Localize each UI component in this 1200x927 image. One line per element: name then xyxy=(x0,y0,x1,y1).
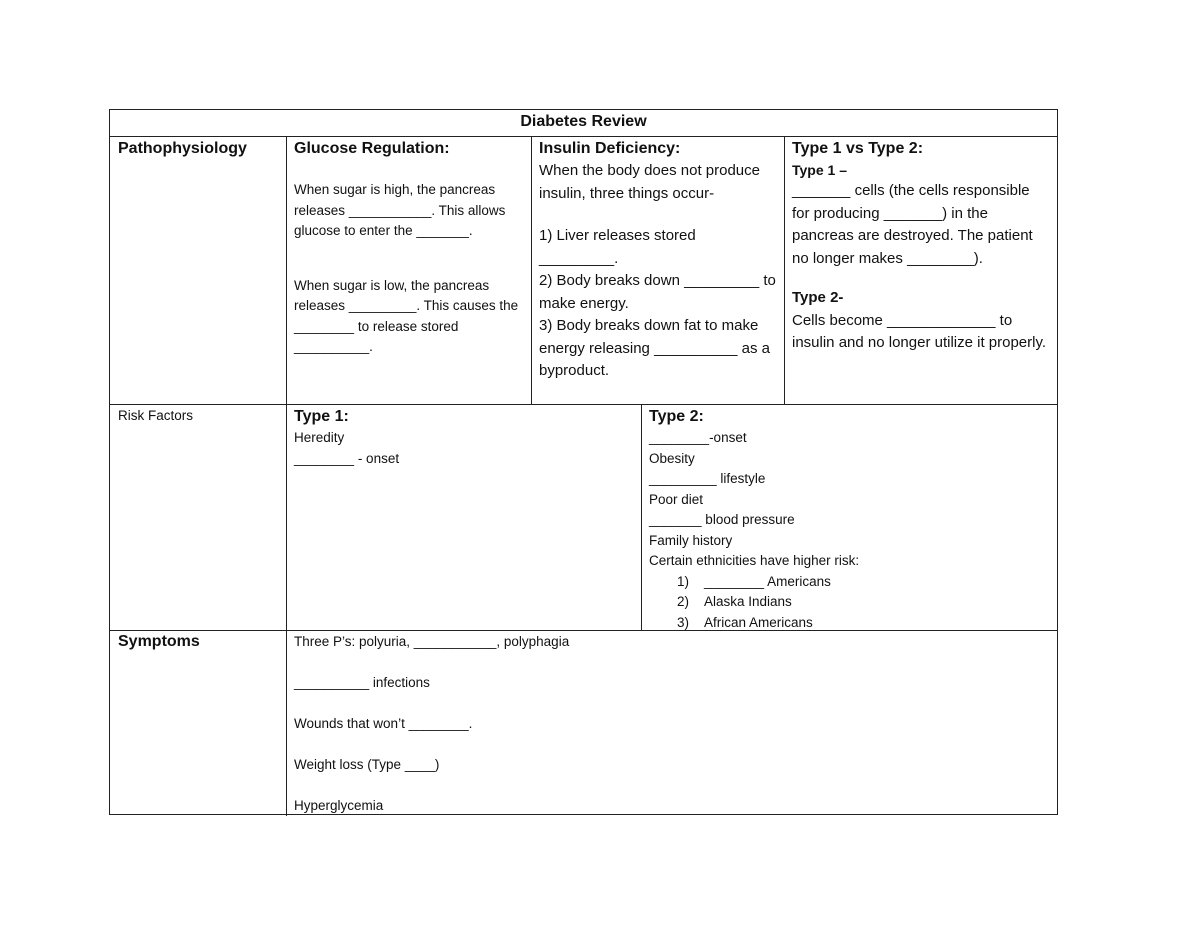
risk-type2-item: Certain ethnicities have higher risk: xyxy=(649,553,860,568)
insulin-item-1: 1) Liver releases stored _________. xyxy=(539,227,696,267)
risk-type1-heading: Type 1: xyxy=(294,408,349,425)
insulin-heading: Insulin Deficiency: xyxy=(539,140,681,157)
row-label-symptoms: Symptoms xyxy=(118,633,200,650)
diabetes-review-table xyxy=(109,109,1058,815)
risk-type2-item: Obesity xyxy=(649,450,695,466)
type1-label: Type 1 – xyxy=(792,162,847,178)
ethnicity-item xyxy=(649,592,1050,613)
glucose-low-text: When sugar is low, the pancreas releases _________. This causes the ________ to release stored __________. xyxy=(294,277,519,354)
type1-text: _______ cells (the cells responsible for producing _______) in the pancreas are destroyed. The patient no longer makes ________). xyxy=(792,182,1033,267)
symptom-item: Weight loss (Type ____) xyxy=(294,757,440,772)
insulin-item-3: 3) Body breaks down fat to make energy releasing __________ as a byproduct. xyxy=(539,317,771,379)
glucose-heading: Glucose Regulation: xyxy=(294,140,450,157)
insulin-intro: When the body does not produce insulin, three things occur- xyxy=(539,162,760,202)
ethnicity-number: 3) xyxy=(677,614,690,630)
risk-type1-item: Heredity xyxy=(294,430,345,445)
risk-type2-item: ________-onset xyxy=(649,430,747,445)
divider xyxy=(110,404,1057,405)
risk-type2-heading: Type 2: xyxy=(649,408,704,425)
risk-type2-item: Family history xyxy=(649,532,733,548)
divider xyxy=(110,136,1057,137)
symptom-item: Three P’s: polyuria, ___________, polyphagia xyxy=(294,634,570,649)
symptom-item: __________ infections xyxy=(294,675,430,690)
risk-type2-item: _______ blood pressure xyxy=(649,512,795,527)
ethnicity-list xyxy=(649,572,1050,634)
symptom-item: Hyperglycemia xyxy=(294,798,384,813)
types-heading: Type 1 vs Type 2: xyxy=(792,140,924,157)
symptom-item: Wounds that won’t ________. xyxy=(294,716,473,731)
row-label-risk-factors: Risk Factors xyxy=(118,408,194,423)
risk-type2-item: Poor diet xyxy=(649,491,704,507)
ethnicity-text: African Americans xyxy=(704,614,813,630)
type2-text: Cells become _____________ to insulin and no longer utilize it properly. xyxy=(792,311,1047,351)
insulin-item-2: 2) Body breaks down _________ to make energy. xyxy=(539,272,776,312)
ethnicity-number: 1) xyxy=(677,573,690,589)
ethnicity-text: Alaska Indians xyxy=(704,594,792,609)
risk-type1-item: ________ - onset xyxy=(294,450,400,466)
row-label-pathophysiology: Pathophysiology xyxy=(118,140,247,157)
risk-type2-item: _________ lifestyle xyxy=(649,471,766,486)
glucose-high-text: When sugar is high, the pancreas releases ___________. This allows glucose to enter the _______. xyxy=(294,182,506,238)
ethnicity-item xyxy=(649,613,1050,634)
ethnicity-number: 2) xyxy=(677,594,690,609)
page-title: Diabetes Review xyxy=(520,113,647,130)
type2-label: Type 2- xyxy=(792,289,844,306)
ethnicity-item xyxy=(649,572,1050,593)
ethnicity-text: ________ Americans xyxy=(704,573,831,589)
